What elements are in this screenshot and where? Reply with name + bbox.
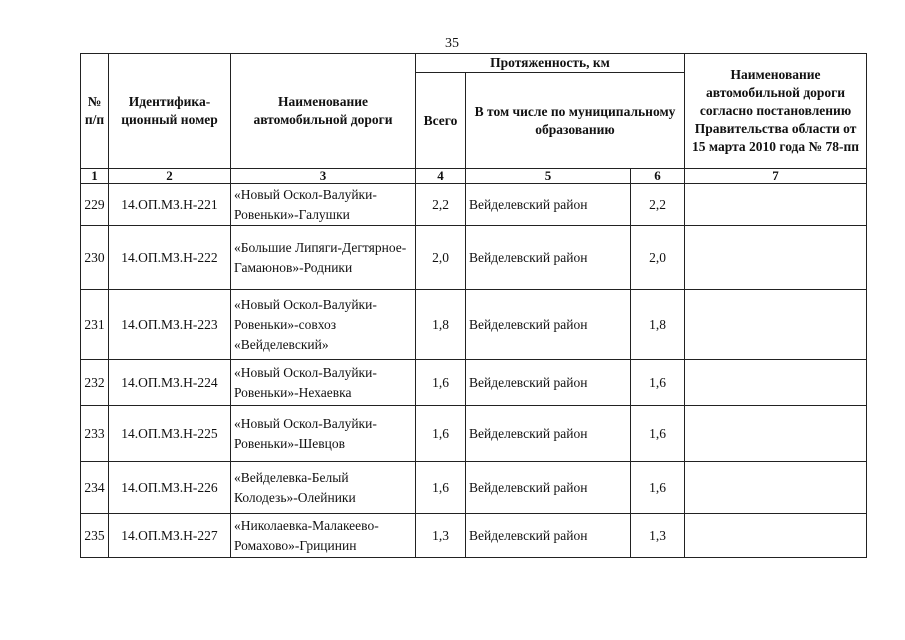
- row-number: 230: [81, 226, 109, 290]
- row-total: 2,0: [416, 226, 466, 290]
- row-number: 232: [81, 360, 109, 406]
- row-road-name: «Новый Оскол-Валуйки-Ровеньки»-Нехаевка: [231, 360, 416, 406]
- row-length: 1,3: [631, 514, 685, 558]
- row-number: 231: [81, 290, 109, 360]
- row-road-name: «Николаевка-Малакеево-Ромахово»-Грицинин: [231, 514, 416, 558]
- table-row: [81, 514, 867, 558]
- page-number: 35: [445, 36, 459, 51]
- row-length: 1,8: [631, 290, 685, 360]
- row-number: 229: [81, 184, 109, 226]
- row-length: 1,6: [631, 462, 685, 514]
- row-number: 233: [81, 406, 109, 462]
- header-road-name: Наименование автомобильной дороги: [231, 54, 416, 169]
- table-row: [81, 290, 867, 360]
- table-row: [81, 462, 867, 514]
- row-id: 14.ОП.МЗ.Н-226: [109, 462, 231, 514]
- column-number: 1: [81, 169, 109, 184]
- row-district: Вейделевский район: [466, 514, 631, 558]
- column-number: 4: [416, 169, 466, 184]
- row-decree-name: [685, 360, 867, 406]
- header-including: В том числе по муниципальному образованию: [466, 73, 685, 169]
- row-id: 14.ОП.МЗ.Н-227: [109, 514, 231, 558]
- row-total: 1,6: [416, 462, 466, 514]
- row-total: 2,2: [416, 184, 466, 226]
- row-road-name: «Новый Оскол-Валуйки-Ровеньки»-Галушки: [231, 184, 416, 226]
- row-district: Вейделевский район: [466, 360, 631, 406]
- row-id: 14.ОП.МЗ.Н-221: [109, 184, 231, 226]
- header-id: Идентифика-ционный номер: [109, 54, 231, 169]
- column-number: 7: [685, 169, 867, 184]
- header-num: № п/п: [81, 54, 109, 169]
- row-district: Вейделевский район: [466, 184, 631, 226]
- row-district: Вейделевский район: [466, 462, 631, 514]
- row-decree-name: [685, 184, 867, 226]
- row-decree-name: [685, 226, 867, 290]
- row-district: Вейделевский район: [466, 290, 631, 360]
- column-number: 3: [231, 169, 416, 184]
- row-length: 2,0: [631, 226, 685, 290]
- row-decree-name: [685, 290, 867, 360]
- row-total: 1,8: [416, 290, 466, 360]
- row-road-name: «Вейделевка-Белый Колодезь»-Олейники: [231, 462, 416, 514]
- row-id: 14.ОП.МЗ.Н-222: [109, 226, 231, 290]
- table-row: [81, 184, 867, 226]
- row-decree-name: [685, 406, 867, 462]
- row-district: Вейделевский район: [466, 226, 631, 290]
- row-district: Вейделевский район: [466, 406, 631, 462]
- header-row: [81, 54, 867, 73]
- row-length: 1,6: [631, 406, 685, 462]
- row-total: 1,6: [416, 360, 466, 406]
- row-road-name: «Новый Оскол-Валуйки-Ровеньки»-Шевцов: [231, 406, 416, 462]
- table-row: [81, 406, 867, 462]
- header-length: Протяженность, км: [416, 54, 685, 73]
- column-numbers-row: [81, 169, 867, 184]
- table-row: [81, 226, 867, 290]
- row-id: 14.ОП.МЗ.Н-225: [109, 406, 231, 462]
- row-total: 1,6: [416, 406, 466, 462]
- row-id: 14.ОП.МЗ.Н-223: [109, 290, 231, 360]
- row-road-name: «Новый Оскол-Валуйки-Ровеньки»-совхоз «Вейделевский»: [231, 290, 416, 360]
- row-total: 1,3: [416, 514, 466, 558]
- row-length: 2,2: [631, 184, 685, 226]
- row-number: 234: [81, 462, 109, 514]
- roads-table: [80, 53, 867, 558]
- table-row: [81, 360, 867, 406]
- row-id: 14.ОП.МЗ.Н-224: [109, 360, 231, 406]
- column-number: 2: [109, 169, 231, 184]
- row-decree-name: [685, 462, 867, 514]
- row-decree-name: [685, 514, 867, 558]
- header-total: Всего: [416, 73, 466, 169]
- row-road-name: «Большие Липяги-Дегтярное-Гамаюнов»-Родники: [231, 226, 416, 290]
- column-number: 5: [466, 169, 631, 184]
- header-decree-name: Наименование автомобильной дороги согласно постановлению Правительства области от 15 марта 2010 года № 78-пп: [685, 54, 867, 169]
- row-number: 235: [81, 514, 109, 558]
- column-number: 6: [631, 169, 685, 184]
- row-length: 1,6: [631, 360, 685, 406]
